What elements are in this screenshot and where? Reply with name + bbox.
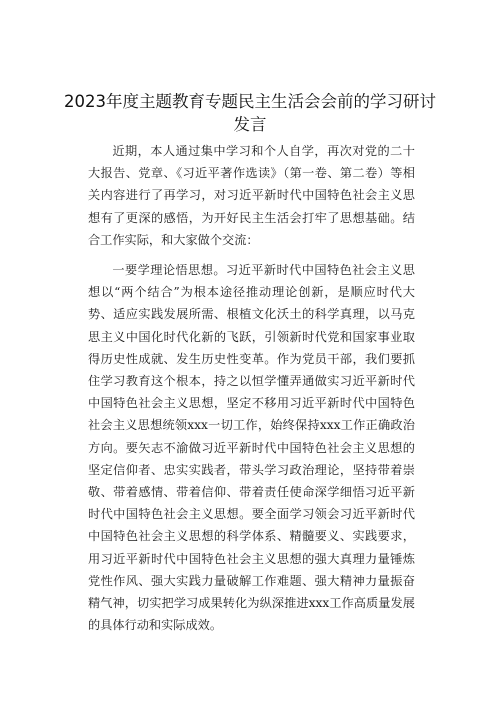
- document-title: 2023年度主题教育专题民主生活会会前的学习研讨发言: [64, 92, 436, 134]
- paragraph-intro: 近期，本人通过集中学习和个人自学，再次对党的二十大报告、党章、《习近平著作选读》（第一卷、第二卷）等相关内容进行了再学习，对习近平新时代中国特色社会主义思想有了更深的感悟，为开好民主生活会打牢了思想基础。结合工作实际，和大家做个交流：: [88, 144, 415, 247]
- paragraph-theory: 一要学理论悟思想。习近平新时代中国特色社会主义思想以“两个结合”为根本途径推动理论创新，是顺应时代大势、适应实践发展所需、根植文化沃土的科学真理，以马克思主义中国化时代化新的飞跃，引领新时代党和国家事业取得历史性成就、发生历史性变革。作为党员干部，我们要抓住学习教育这个根本，持之以恒学懂弄通做实习近平新时代中国特色社会主义思想，坚定不移用习近平新时代中国特色社会主义思想统领xxx一切工作，始终保持xxx工作正确政治方向。要矢志不渝做习近平新时代中国特色社会主义思想的坚定信仰者、忠实实践者，带头学习政治理论，坚持带着崇敬、带着感情、带着信仰、带着责任使命深学细悟习近平新时代中国特色社会主义思想。要全面学习领会习近平新时代中国特色社会主义思想的科学体系、精髓要义、实践要求，用习近平新时代中国特色社会主义思想的强大真理力量锤炼党性作风、强大实践力量破解工作难题、强大精神力量振奋精气神，切实把学习成果转化为纵深推进xxx工作高质量发展的具体行动和实际成效。: [88, 263, 415, 633]
- document-body: [88, 140, 415, 636]
